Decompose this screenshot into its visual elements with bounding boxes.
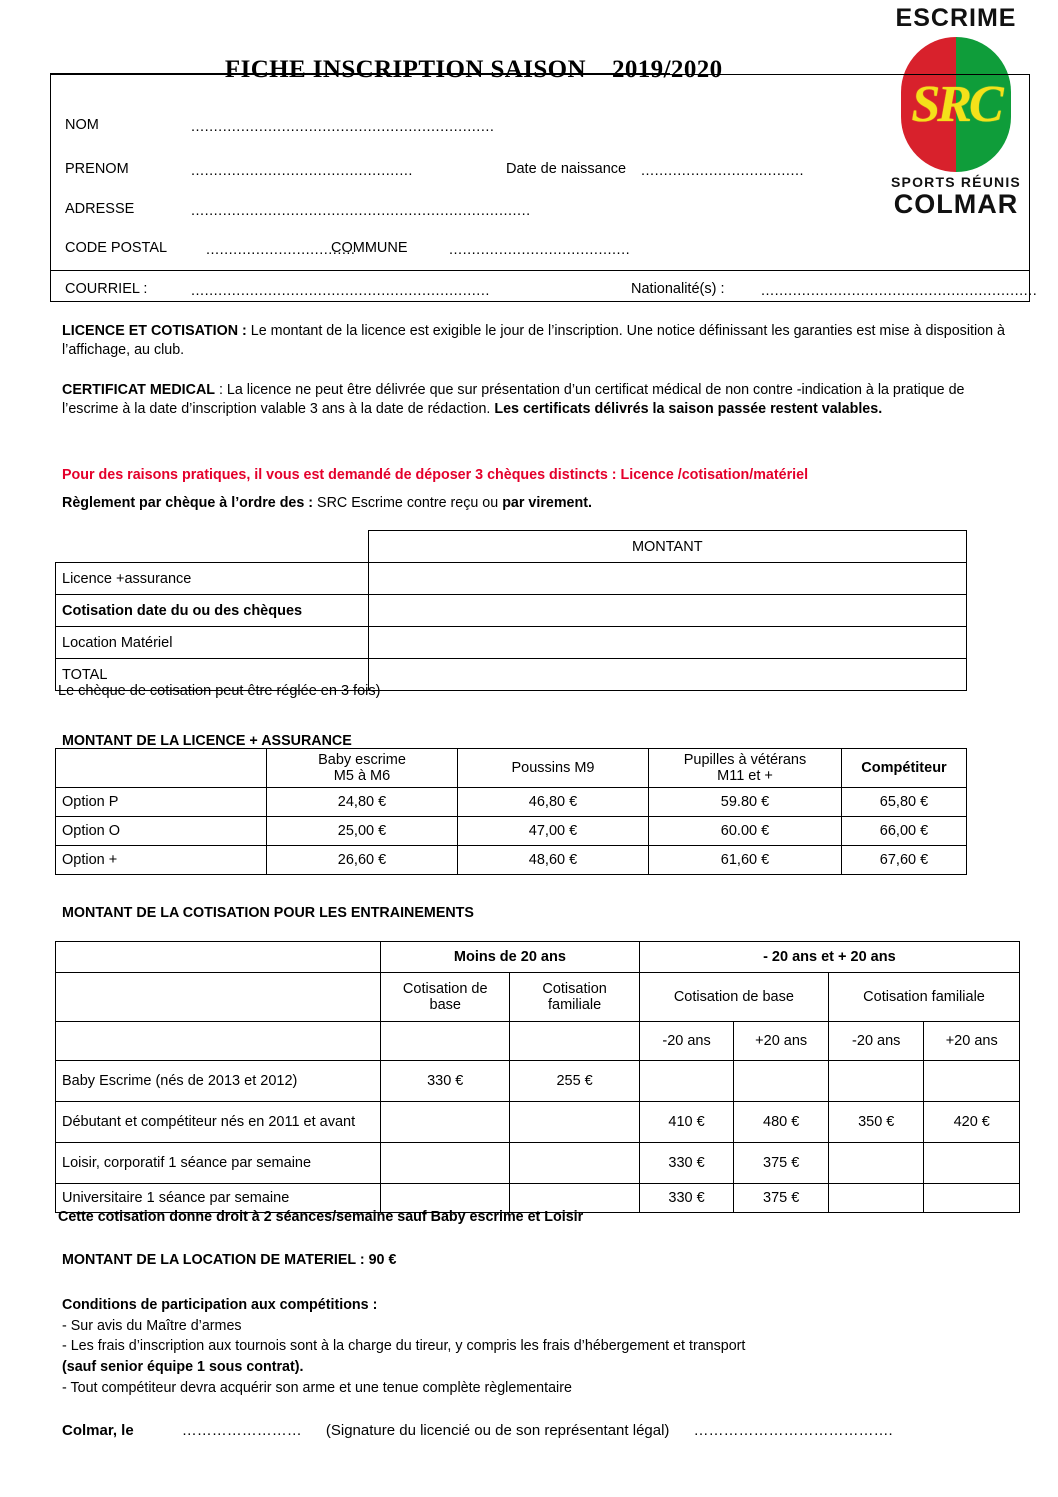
cotisation-row-baby-m20base: 330 € (381, 1061, 510, 1102)
table-row (56, 1022, 1020, 1061)
cotisation-head-20et20: - 20 ans et + 20 ans (639, 942, 1019, 973)
cotisation-row-loisir-m20fam (510, 1143, 639, 1184)
cotisation-row-univ-fplus (924, 1184, 1020, 1213)
montant-label-location: Location Matériel (56, 627, 369, 659)
licence-p-competiteur: 65,80 € (842, 788, 967, 817)
field-input-commune[interactable]: ........................................ (449, 242, 631, 258)
cotisation-row-debutant-fplus: 420 € (924, 1102, 1020, 1143)
table-row (56, 846, 967, 875)
field-label-adresse: ADRESSE (65, 201, 135, 217)
notice-licence-text: Le montant de la licence est exigible le jour de l’inscription. Une notice définissant les garanties est mise à disposition à l’affichage, au club. (62, 323, 1005, 359)
location-materiel-line: MONTANT DE LA LOCATION DE MATERIEL : 90 € (62, 1252, 397, 1268)
licence-p-baby: 24,80 € (267, 788, 458, 817)
cotisation-footnote: Cette cotisation donne droit à 2 séances/semaine sauf Baby escrime et Loisir (58, 1209, 584, 1225)
cotisation-row-debutant-bminus: 410 € (639, 1102, 734, 1143)
table-row (56, 627, 967, 659)
cotisation-row-univ-bminus: 330 € (639, 1184, 734, 1213)
licence-o-poussins: 47,00 € (458, 817, 649, 846)
cotisation-row-baby-m20fam: 255 € (510, 1061, 639, 1102)
table-row (56, 788, 967, 817)
field-input-nationalite[interactable]: ............................................................. (761, 283, 1038, 299)
identity-divider (51, 270, 1029, 271)
cotisation-head-fam-narrow (510, 973, 639, 1022)
cotisation-corner3 (56, 1022, 381, 1061)
table-row (56, 942, 1020, 973)
cotisation-row-baby-fminus (829, 1061, 924, 1102)
cotisation-head-fam-wide: Cotisation familiale (829, 973, 1020, 1022)
cotisation-row-univ-label: Universitaire 1 séance par semaine (56, 1184, 381, 1213)
cotisation-row-baby-bplus (734, 1061, 829, 1102)
table-row (56, 1143, 1020, 1184)
identity-box (50, 74, 1038, 302)
cotisation-row-debutant-bplus: 480 € (734, 1102, 829, 1143)
logo-colmar-text: COLMAR (893, 189, 1019, 219)
licence-plus-pupilles: 61,60 € (649, 846, 842, 875)
cotisation-row-debutant-fminus: 350 € (829, 1102, 924, 1143)
montant-value-total[interactable] (368, 659, 967, 691)
cotisation-row-debutant-m20fam (510, 1102, 639, 1143)
montant-label-total: TOTAL (56, 659, 369, 691)
licence-col-pupilles (649, 749, 842, 788)
montant-table (55, 530, 967, 691)
signature-city: Colmar, le (62, 1422, 134, 1439)
field-input-nom[interactable]: ................................................................... (191, 119, 495, 135)
licence-col-poussins: Poussins M9 (458, 749, 649, 788)
notice-reglement (62, 494, 1022, 513)
notice-medical-text: : La licence ne peut être délivrée que sur présentation d’un certificat médical de non contre -indication à la pratique de l’escrime à la date d’inscription valable 3 ans à la date de rédaction. (62, 382, 965, 418)
montant-label-cotisation: Cotisation date du ou des chèques (56, 595, 369, 627)
page-season: 2019/2020 (611, 56, 723, 83)
cotisation-row-univ-fminus (829, 1184, 924, 1213)
licence-table (55, 748, 967, 875)
table-row (56, 749, 967, 788)
reglement-part2: SRC Escrime (317, 495, 403, 511)
licence-col-pupilles-l2: M11 et + (717, 768, 773, 784)
logo-monogram: SRC (911, 76, 1001, 133)
cotisation-row-loisir-fplus (924, 1143, 1020, 1184)
cotisation-head-fam-l1: Cotisation (542, 981, 607, 997)
licence-col-competiteur: Compétiteur (842, 749, 967, 788)
notice-licence (62, 322, 1022, 361)
licence-plus-poussins: 48,60 € (458, 846, 649, 875)
cotisation-row-univ-bplus: 375 € (734, 1184, 829, 1213)
document-header (0, 0, 1058, 300)
cotisation-row-baby-fplus (924, 1061, 1020, 1102)
field-input-adresse[interactable]: ........................................................................... (191, 203, 531, 219)
licence-o-baby: 25,00 € (267, 817, 458, 846)
signature-label: (Signature du licencié ou de son représentant légal) (325, 1422, 670, 1439)
conditions-line-1: - Sur avis du Maître d’armes (62, 1317, 242, 1334)
licence-col-baby-l2: M5 à M6 (333, 768, 391, 784)
licence-col-pupilles-l1: Pupilles à vétérans (683, 752, 807, 768)
licence-row-option-p: Option P (56, 788, 267, 817)
licence-plus-baby: 26,60 € (267, 846, 458, 875)
cotisation-sub-base-minus20: -20 ans (639, 1022, 734, 1061)
cotisation-head-base-l1: Cotisation de (402, 981, 488, 997)
cotisation-corner (56, 942, 381, 973)
conditions-line-3: (sauf senior équipe 1 sous contrat). (62, 1359, 304, 1376)
reglement-part4: par virement. (502, 495, 592, 511)
table-row (56, 1102, 1020, 1143)
logo-sports-reunis-text: SPORTS RÉUNIS (891, 174, 1021, 190)
cotisation-head-base-narrow (381, 973, 510, 1022)
licence-col-baby-l1: Baby escrime (318, 752, 406, 768)
montant-header-cell: MONTANT (368, 531, 967, 563)
cotisation-head-base-l2: base (429, 997, 461, 1013)
montant-value-licence[interactable] (368, 563, 967, 595)
cotisation-row-baby-label: Baby Escrime (nés de 2013 et 2012) (56, 1061, 381, 1102)
field-input-prenom[interactable]: ................................................. (191, 163, 413, 179)
cotisation-row-debutant-m20base (381, 1102, 510, 1143)
licence-o-competiteur: 66,00 € (842, 817, 967, 846)
licence-corner (56, 749, 267, 788)
page-title-text: FICHE INSCRIPTION SAISON (224, 56, 586, 83)
field-input-courriel[interactable]: .................................................................. (191, 283, 490, 299)
cotisation-row-loisir-bplus: 375 € (734, 1143, 829, 1184)
conditions-line-2: - Les frais d’inscription aux tournois sont à la charge du tireur, y compris les frais d’hébergement et transport (62, 1338, 746, 1355)
cotisation-row-baby-bminus (639, 1061, 734, 1102)
field-label-courriel: COURRIEL : (65, 281, 148, 297)
cotisation-row-loisir-label: Loisir, corporatif 1 séance par semaine (56, 1143, 381, 1184)
conditions-title: Conditions de participation aux compétitions : (62, 1297, 378, 1313)
signature-row (62, 1422, 893, 1439)
cotisation-sub-fam-plus20: +20 ans (924, 1022, 1020, 1061)
cotisation-head-moins20: Moins de 20 ans (381, 942, 640, 973)
notice-medical-bold-tail: Les certificats délivrés la saison passée restent valables. (494, 401, 883, 418)
cotisation-sub-base-plus20: +20 ans (734, 1022, 829, 1061)
notice-medical-title: CERTIFICAT MEDICAL (62, 382, 216, 398)
field-label-code-postal: CODE POSTAL (65, 240, 168, 256)
licence-p-poussins: 46,80 € (458, 788, 649, 817)
montant-footnote: Le chèque de cotisation peut être réglée en 3 fois) (58, 683, 381, 699)
cotisation-head-base-wide: Cotisation de base (639, 973, 828, 1022)
cotisation-row-loisir-fminus (829, 1143, 924, 1184)
field-label-prenom: PRENOM (65, 161, 129, 177)
reglement-part1: Règlement par chèque à l’ordre des : (62, 495, 318, 511)
licence-plus-competiteur: 67,60 € (842, 846, 967, 875)
montant-empty-corner (56, 531, 369, 563)
cotisation-blank-1 (381, 1022, 510, 1061)
table-row (56, 817, 967, 846)
cotisation-row-loisir-bminus: 330 € (639, 1143, 734, 1184)
licence-row-option-o: Option O (56, 817, 267, 846)
notice-cheques-red: Pour des raisons pratiques, il vous est demandé de déposer 3 chèques distincts : Licence /cotisation/matériel (62, 467, 809, 483)
field-input-code-postal[interactable]: ................................. (206, 242, 356, 258)
conditions-line-4: - Tout compétiteur devra acquérir son arme et une tenue complète règlementaire (62, 1379, 572, 1396)
field-label-nom: NOM (65, 117, 99, 133)
reglement-part3: contre reçu ou (402, 495, 503, 511)
table-row (56, 531, 967, 563)
logo-escrime-text: ESCRIME (895, 4, 1017, 32)
cotisation-sub-fam-minus20: -20 ans (829, 1022, 924, 1061)
cotisation-row-debutant-label: Débutant et compétiteur nés en 2011 et avant (56, 1102, 381, 1143)
cotisation-row-loisir-m20base (381, 1143, 510, 1184)
field-label-commune: COMMUNE (331, 240, 408, 256)
table-row (56, 563, 967, 595)
montant-value-cotisation[interactable] (368, 595, 967, 627)
licence-o-pupilles: 60.00 € (649, 817, 842, 846)
montant-value-location[interactable] (368, 627, 967, 659)
licence-col-baby (267, 749, 458, 788)
conditions-block (62, 1295, 992, 1399)
table-row (56, 973, 1020, 1022)
table-row (56, 595, 967, 627)
signature-date-input[interactable]: …………………… (181, 1422, 306, 1439)
notice-licence-title: LICENCE ET COTISATION : (62, 323, 247, 339)
field-label-date-naissance: Date de naissance (506, 161, 627, 177)
signature-input[interactable]: …………………………………. (693, 1422, 893, 1439)
field-label-nationalite: Nationalité(s) : (631, 281, 725, 297)
cotisation-blank-2 (510, 1022, 639, 1061)
licence-row-option-plus: Option + (56, 846, 267, 875)
licence-section-heading: MONTANT DE LA LICENCE + ASSURANCE (62, 733, 352, 749)
field-input-date-naissance[interactable]: .................................... (641, 163, 805, 179)
table-row (56, 1061, 1020, 1102)
cotisation-table (55, 941, 1020, 1213)
cotisation-head-fam-l2: familiale (547, 997, 602, 1013)
licence-p-pupilles: 59.80 € (649, 788, 842, 817)
notice-medical (62, 381, 1022, 420)
cotisation-corner2 (56, 973, 381, 1022)
montant-label-licence: Licence +assurance (56, 563, 369, 595)
cotisation-section-heading: MONTANT DE LA COTISATION POUR LES ENTRAINEMENTS (62, 905, 474, 921)
